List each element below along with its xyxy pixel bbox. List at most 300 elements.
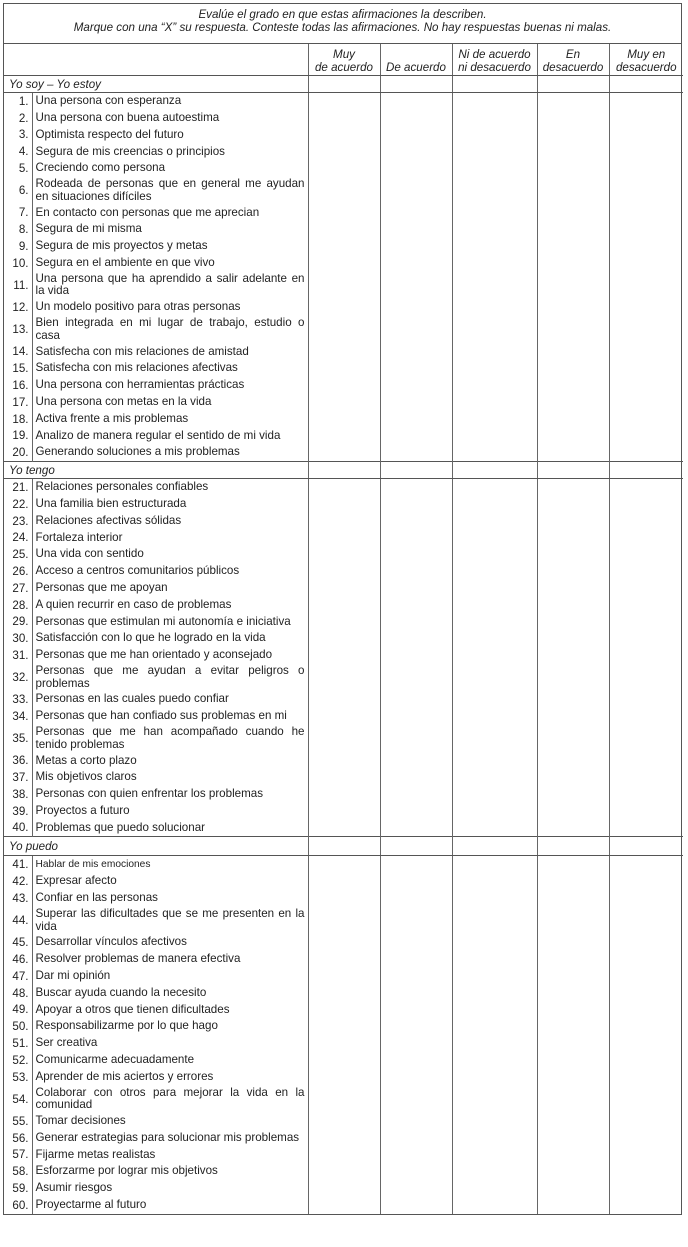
response-cell-ni-de-acuerdo[interactable]	[452, 873, 537, 890]
response-cell-muy-de-acuerdo[interactable]	[308, 907, 380, 935]
response-cell-en-desacuerdo[interactable]	[537, 856, 609, 873]
response-cell-ni-de-acuerdo[interactable]	[452, 890, 537, 907]
response-cell-en-desacuerdo[interactable]	[537, 934, 609, 951]
response-cell-ni-de-acuerdo[interactable]	[452, 725, 537, 753]
response-cell-muy-en-desacuerdo[interactable]	[609, 630, 683, 647]
response-cell-muy-en-desacuerdo[interactable]	[609, 725, 683, 753]
response-cell-ni-de-acuerdo[interactable]	[452, 316, 537, 344]
response-cell-muy-de-acuerdo[interactable]	[308, 221, 380, 238]
response-cell-muy-en-desacuerdo[interactable]	[609, 968, 683, 985]
response-cell-en-desacuerdo[interactable]	[537, 204, 609, 221]
response-cell-muy-de-acuerdo[interactable]	[308, 1018, 380, 1035]
response-cell-ni-de-acuerdo[interactable]	[452, 360, 537, 377]
response-cell-ni-de-acuerdo[interactable]	[452, 820, 537, 837]
response-cell-muy-en-desacuerdo[interactable]	[609, 752, 683, 769]
response-cell-de-acuerdo[interactable]	[380, 769, 452, 786]
response-cell-en-desacuerdo[interactable]	[537, 786, 609, 803]
response-cell-de-acuerdo[interactable]	[380, 786, 452, 803]
response-cell-de-acuerdo[interactable]	[380, 299, 452, 316]
response-cell-de-acuerdo[interactable]	[380, 752, 452, 769]
response-cell-de-acuerdo[interactable]	[380, 127, 452, 144]
response-cell-muy-en-desacuerdo[interactable]	[609, 546, 683, 563]
response-cell-de-acuerdo[interactable]	[380, 563, 452, 580]
response-cell-de-acuerdo[interactable]	[380, 664, 452, 692]
response-cell-de-acuerdo[interactable]	[380, 613, 452, 630]
response-cell-muy-en-desacuerdo[interactable]	[609, 1052, 683, 1069]
response-cell-en-desacuerdo[interactable]	[537, 93, 609, 110]
response-cell-de-acuerdo[interactable]	[380, 597, 452, 614]
response-cell-muy-de-acuerdo[interactable]	[308, 708, 380, 725]
response-cell-en-desacuerdo[interactable]	[537, 546, 609, 563]
response-cell-ni-de-acuerdo[interactable]	[452, 479, 537, 496]
response-cell-muy-de-acuerdo[interactable]	[308, 1113, 380, 1130]
response-cell-en-desacuerdo[interactable]	[537, 479, 609, 496]
response-cell-de-acuerdo[interactable]	[380, 1035, 452, 1052]
response-cell-muy-en-desacuerdo[interactable]	[609, 513, 683, 530]
response-cell-en-desacuerdo[interactable]	[537, 691, 609, 708]
response-cell-de-acuerdo[interactable]	[380, 985, 452, 1002]
response-cell-ni-de-acuerdo[interactable]	[452, 1018, 537, 1035]
response-cell-muy-de-acuerdo[interactable]	[308, 377, 380, 394]
response-cell-en-desacuerdo[interactable]	[537, 1052, 609, 1069]
response-cell-en-desacuerdo[interactable]	[537, 444, 609, 461]
response-cell-de-acuerdo[interactable]	[380, 873, 452, 890]
response-cell-muy-de-acuerdo[interactable]	[308, 1085, 380, 1113]
response-cell-de-acuerdo[interactable]	[380, 1001, 452, 1018]
response-cell-muy-de-acuerdo[interactable]	[308, 613, 380, 630]
response-cell-muy-de-acuerdo[interactable]	[308, 985, 380, 1002]
response-cell-en-desacuerdo[interactable]	[537, 110, 609, 127]
response-cell-en-desacuerdo[interactable]	[537, 1163, 609, 1180]
response-cell-muy-de-acuerdo[interactable]	[308, 951, 380, 968]
response-cell-muy-de-acuerdo[interactable]	[308, 479, 380, 496]
response-cell-en-desacuerdo[interactable]	[537, 968, 609, 985]
response-cell-muy-de-acuerdo[interactable]	[308, 1180, 380, 1197]
response-cell-muy-en-desacuerdo[interactable]	[609, 985, 683, 1002]
response-cell-en-desacuerdo[interactable]	[537, 907, 609, 935]
response-cell-en-desacuerdo[interactable]	[537, 1085, 609, 1113]
response-cell-ni-de-acuerdo[interactable]	[452, 272, 537, 300]
response-cell-de-acuerdo[interactable]	[380, 360, 452, 377]
response-cell-muy-en-desacuerdo[interactable]	[609, 143, 683, 160]
response-cell-de-acuerdo[interactable]	[380, 803, 452, 820]
response-cell-en-desacuerdo[interactable]	[537, 708, 609, 725]
response-cell-muy-de-acuerdo[interactable]	[308, 160, 380, 177]
response-cell-de-acuerdo[interactable]	[380, 907, 452, 935]
response-cell-en-desacuerdo[interactable]	[537, 1113, 609, 1130]
response-cell-de-acuerdo[interactable]	[380, 479, 452, 496]
response-cell-ni-de-acuerdo[interactable]	[452, 1180, 537, 1197]
response-cell-muy-en-desacuerdo[interactable]	[609, 444, 683, 461]
response-cell-muy-de-acuerdo[interactable]	[308, 563, 380, 580]
response-cell-ni-de-acuerdo[interactable]	[452, 110, 537, 127]
response-cell-muy-en-desacuerdo[interactable]	[609, 907, 683, 935]
response-cell-en-desacuerdo[interactable]	[537, 221, 609, 238]
response-cell-ni-de-acuerdo[interactable]	[452, 93, 537, 110]
response-cell-en-desacuerdo[interactable]	[537, 127, 609, 144]
response-cell-en-desacuerdo[interactable]	[537, 513, 609, 530]
response-cell-de-acuerdo[interactable]	[380, 856, 452, 873]
response-cell-muy-en-desacuerdo[interactable]	[609, 1035, 683, 1052]
response-cell-de-acuerdo[interactable]	[380, 890, 452, 907]
response-cell-muy-de-acuerdo[interactable]	[308, 411, 380, 428]
response-cell-muy-de-acuerdo[interactable]	[308, 204, 380, 221]
response-cell-ni-de-acuerdo[interactable]	[452, 1052, 537, 1069]
response-cell-de-acuerdo[interactable]	[380, 110, 452, 127]
response-cell-muy-de-acuerdo[interactable]	[308, 143, 380, 160]
response-cell-muy-en-desacuerdo[interactable]	[609, 479, 683, 496]
response-cell-en-desacuerdo[interactable]	[537, 299, 609, 316]
response-cell-muy-de-acuerdo[interactable]	[308, 803, 380, 820]
response-cell-de-acuerdo[interactable]	[380, 343, 452, 360]
response-cell-de-acuerdo[interactable]	[380, 272, 452, 300]
response-cell-de-acuerdo[interactable]	[380, 377, 452, 394]
response-cell-de-acuerdo[interactable]	[380, 725, 452, 753]
response-cell-muy-en-desacuerdo[interactable]	[609, 299, 683, 316]
response-cell-muy-de-acuerdo[interactable]	[308, 316, 380, 344]
response-cell-muy-en-desacuerdo[interactable]	[609, 204, 683, 221]
response-cell-muy-en-desacuerdo[interactable]	[609, 316, 683, 344]
response-cell-en-desacuerdo[interactable]	[537, 1130, 609, 1147]
response-cell-muy-en-desacuerdo[interactable]	[609, 664, 683, 692]
response-cell-de-acuerdo[interactable]	[380, 1113, 452, 1130]
response-cell-muy-en-desacuerdo[interactable]	[609, 221, 683, 238]
response-cell-muy-en-desacuerdo[interactable]	[609, 377, 683, 394]
response-cell-muy-de-acuerdo[interactable]	[308, 110, 380, 127]
response-cell-ni-de-acuerdo[interactable]	[452, 127, 537, 144]
response-cell-de-acuerdo[interactable]	[380, 630, 452, 647]
response-cell-muy-de-acuerdo[interactable]	[308, 496, 380, 513]
response-cell-muy-en-desacuerdo[interactable]	[609, 803, 683, 820]
response-cell-muy-de-acuerdo[interactable]	[308, 343, 380, 360]
response-cell-muy-de-acuerdo[interactable]	[308, 394, 380, 411]
response-cell-muy-de-acuerdo[interactable]	[308, 856, 380, 873]
response-cell-ni-de-acuerdo[interactable]	[452, 1069, 537, 1086]
response-cell-muy-de-acuerdo[interactable]	[308, 752, 380, 769]
response-cell-muy-de-acuerdo[interactable]	[308, 427, 380, 444]
response-cell-en-desacuerdo[interactable]	[537, 1069, 609, 1086]
response-cell-muy-de-acuerdo[interactable]	[308, 255, 380, 272]
response-cell-muy-en-desacuerdo[interactable]	[609, 1197, 683, 1214]
response-cell-de-acuerdo[interactable]	[380, 427, 452, 444]
response-cell-muy-de-acuerdo[interactable]	[308, 177, 380, 205]
response-cell-muy-en-desacuerdo[interactable]	[609, 580, 683, 597]
response-cell-en-desacuerdo[interactable]	[537, 1001, 609, 1018]
response-cell-en-desacuerdo[interactable]	[537, 272, 609, 300]
response-cell-en-desacuerdo[interactable]	[537, 529, 609, 546]
response-cell-muy-en-desacuerdo[interactable]	[609, 613, 683, 630]
response-cell-de-acuerdo[interactable]	[380, 1052, 452, 1069]
response-cell-ni-de-acuerdo[interactable]	[452, 394, 537, 411]
response-cell-de-acuerdo[interactable]	[380, 444, 452, 461]
response-cell-ni-de-acuerdo[interactable]	[452, 664, 537, 692]
response-cell-ni-de-acuerdo[interactable]	[452, 1035, 537, 1052]
response-cell-muy-de-acuerdo[interactable]	[308, 1001, 380, 1018]
response-cell-muy-en-desacuerdo[interactable]	[609, 890, 683, 907]
response-cell-muy-en-desacuerdo[interactable]	[609, 394, 683, 411]
response-cell-en-desacuerdo[interactable]	[537, 890, 609, 907]
response-cell-en-desacuerdo[interactable]	[537, 803, 609, 820]
response-cell-en-desacuerdo[interactable]	[537, 411, 609, 428]
response-cell-muy-en-desacuerdo[interactable]	[609, 597, 683, 614]
response-cell-ni-de-acuerdo[interactable]	[452, 951, 537, 968]
response-cell-de-acuerdo[interactable]	[380, 1163, 452, 1180]
response-cell-en-desacuerdo[interactable]	[537, 1180, 609, 1197]
response-cell-en-desacuerdo[interactable]	[537, 316, 609, 344]
response-cell-muy-de-acuerdo[interactable]	[308, 93, 380, 110]
response-cell-de-acuerdo[interactable]	[380, 968, 452, 985]
response-cell-en-desacuerdo[interactable]	[537, 427, 609, 444]
response-cell-muy-de-acuerdo[interactable]	[308, 968, 380, 985]
response-cell-en-desacuerdo[interactable]	[537, 951, 609, 968]
response-cell-en-desacuerdo[interactable]	[537, 143, 609, 160]
response-cell-ni-de-acuerdo[interactable]	[452, 377, 537, 394]
response-cell-ni-de-acuerdo[interactable]	[452, 221, 537, 238]
response-cell-muy-en-desacuerdo[interactable]	[609, 856, 683, 873]
response-cell-muy-en-desacuerdo[interactable]	[609, 160, 683, 177]
response-cell-de-acuerdo[interactable]	[380, 238, 452, 255]
response-cell-de-acuerdo[interactable]	[380, 411, 452, 428]
response-cell-ni-de-acuerdo[interactable]	[452, 496, 537, 513]
response-cell-muy-en-desacuerdo[interactable]	[609, 951, 683, 968]
response-cell-muy-de-acuerdo[interactable]	[308, 529, 380, 546]
response-cell-muy-de-acuerdo[interactable]	[308, 725, 380, 753]
response-cell-ni-de-acuerdo[interactable]	[452, 238, 537, 255]
response-cell-muy-de-acuerdo[interactable]	[308, 647, 380, 664]
response-cell-muy-en-desacuerdo[interactable]	[609, 110, 683, 127]
response-cell-de-acuerdo[interactable]	[380, 1085, 452, 1113]
response-cell-en-desacuerdo[interactable]	[537, 496, 609, 513]
response-cell-muy-de-acuerdo[interactable]	[308, 127, 380, 144]
response-cell-en-desacuerdo[interactable]	[537, 647, 609, 664]
response-cell-ni-de-acuerdo[interactable]	[452, 985, 537, 1002]
response-cell-ni-de-acuerdo[interactable]	[452, 563, 537, 580]
response-cell-en-desacuerdo[interactable]	[537, 985, 609, 1002]
response-cell-ni-de-acuerdo[interactable]	[452, 546, 537, 563]
response-cell-muy-de-acuerdo[interactable]	[308, 360, 380, 377]
response-cell-muy-de-acuerdo[interactable]	[308, 1069, 380, 1086]
response-cell-ni-de-acuerdo[interactable]	[452, 630, 537, 647]
response-cell-en-desacuerdo[interactable]	[537, 563, 609, 580]
response-cell-muy-en-desacuerdo[interactable]	[609, 177, 683, 205]
response-cell-en-desacuerdo[interactable]	[537, 177, 609, 205]
response-cell-de-acuerdo[interactable]	[380, 513, 452, 530]
response-cell-muy-en-desacuerdo[interactable]	[609, 1163, 683, 1180]
response-cell-muy-en-desacuerdo[interactable]	[609, 1113, 683, 1130]
response-cell-de-acuerdo[interactable]	[380, 204, 452, 221]
response-cell-muy-en-desacuerdo[interactable]	[609, 360, 683, 377]
response-cell-en-desacuerdo[interactable]	[537, 1018, 609, 1035]
response-cell-muy-de-acuerdo[interactable]	[308, 580, 380, 597]
response-cell-ni-de-acuerdo[interactable]	[452, 1163, 537, 1180]
response-cell-en-desacuerdo[interactable]	[537, 1197, 609, 1214]
response-cell-ni-de-acuerdo[interactable]	[452, 427, 537, 444]
response-cell-ni-de-acuerdo[interactable]	[452, 1147, 537, 1164]
response-cell-en-desacuerdo[interactable]	[537, 238, 609, 255]
response-cell-de-acuerdo[interactable]	[380, 316, 452, 344]
response-cell-de-acuerdo[interactable]	[380, 820, 452, 837]
response-cell-muy-de-acuerdo[interactable]	[308, 1052, 380, 1069]
response-cell-muy-en-desacuerdo[interactable]	[609, 343, 683, 360]
response-cell-de-acuerdo[interactable]	[380, 708, 452, 725]
response-cell-muy-de-acuerdo[interactable]	[308, 444, 380, 461]
response-cell-en-desacuerdo[interactable]	[537, 630, 609, 647]
response-cell-en-desacuerdo[interactable]	[537, 873, 609, 890]
response-cell-muy-de-acuerdo[interactable]	[308, 597, 380, 614]
response-cell-ni-de-acuerdo[interactable]	[452, 752, 537, 769]
response-cell-muy-en-desacuerdo[interactable]	[609, 786, 683, 803]
response-cell-en-desacuerdo[interactable]	[537, 255, 609, 272]
response-cell-de-acuerdo[interactable]	[380, 1130, 452, 1147]
response-cell-de-acuerdo[interactable]	[380, 1147, 452, 1164]
response-cell-ni-de-acuerdo[interactable]	[452, 1085, 537, 1113]
response-cell-en-desacuerdo[interactable]	[537, 160, 609, 177]
response-cell-en-desacuerdo[interactable]	[537, 377, 609, 394]
response-cell-de-acuerdo[interactable]	[380, 934, 452, 951]
response-cell-ni-de-acuerdo[interactable]	[452, 343, 537, 360]
response-cell-ni-de-acuerdo[interactable]	[452, 1197, 537, 1214]
response-cell-muy-de-acuerdo[interactable]	[308, 873, 380, 890]
response-cell-muy-de-acuerdo[interactable]	[308, 691, 380, 708]
response-cell-de-acuerdo[interactable]	[380, 394, 452, 411]
response-cell-ni-de-acuerdo[interactable]	[452, 968, 537, 985]
response-cell-de-acuerdo[interactable]	[380, 580, 452, 597]
response-cell-en-desacuerdo[interactable]	[537, 580, 609, 597]
response-cell-de-acuerdo[interactable]	[380, 647, 452, 664]
response-cell-en-desacuerdo[interactable]	[537, 725, 609, 753]
response-cell-muy-en-desacuerdo[interactable]	[609, 272, 683, 300]
response-cell-muy-de-acuerdo[interactable]	[308, 299, 380, 316]
response-cell-en-desacuerdo[interactable]	[537, 394, 609, 411]
response-cell-en-desacuerdo[interactable]	[537, 1147, 609, 1164]
response-cell-ni-de-acuerdo[interactable]	[452, 580, 537, 597]
response-cell-de-acuerdo[interactable]	[380, 177, 452, 205]
response-cell-ni-de-acuerdo[interactable]	[452, 769, 537, 786]
response-cell-ni-de-acuerdo[interactable]	[452, 856, 537, 873]
response-cell-muy-en-desacuerdo[interactable]	[609, 820, 683, 837]
response-cell-muy-de-acuerdo[interactable]	[308, 1197, 380, 1214]
response-cell-muy-de-acuerdo[interactable]	[308, 546, 380, 563]
response-cell-ni-de-acuerdo[interactable]	[452, 299, 537, 316]
response-cell-muy-de-acuerdo[interactable]	[308, 890, 380, 907]
response-cell-muy-de-acuerdo[interactable]	[308, 238, 380, 255]
response-cell-de-acuerdo[interactable]	[380, 143, 452, 160]
response-cell-muy-en-desacuerdo[interactable]	[609, 411, 683, 428]
response-cell-muy-en-desacuerdo[interactable]	[609, 1085, 683, 1113]
response-cell-muy-de-acuerdo[interactable]	[308, 513, 380, 530]
response-cell-en-desacuerdo[interactable]	[537, 769, 609, 786]
response-cell-muy-de-acuerdo[interactable]	[308, 786, 380, 803]
response-cell-ni-de-acuerdo[interactable]	[452, 786, 537, 803]
response-cell-de-acuerdo[interactable]	[380, 691, 452, 708]
response-cell-ni-de-acuerdo[interactable]	[452, 907, 537, 935]
response-cell-ni-de-acuerdo[interactable]	[452, 204, 537, 221]
response-cell-ni-de-acuerdo[interactable]	[452, 803, 537, 820]
response-cell-muy-en-desacuerdo[interactable]	[609, 529, 683, 546]
response-cell-ni-de-acuerdo[interactable]	[452, 1130, 537, 1147]
response-cell-ni-de-acuerdo[interactable]	[452, 444, 537, 461]
response-cell-ni-de-acuerdo[interactable]	[452, 529, 537, 546]
response-cell-muy-en-desacuerdo[interactable]	[609, 563, 683, 580]
response-cell-muy-en-desacuerdo[interactable]	[609, 255, 683, 272]
response-cell-de-acuerdo[interactable]	[380, 1180, 452, 1197]
response-cell-ni-de-acuerdo[interactable]	[452, 597, 537, 614]
response-cell-ni-de-acuerdo[interactable]	[452, 177, 537, 205]
response-cell-ni-de-acuerdo[interactable]	[452, 255, 537, 272]
response-cell-ni-de-acuerdo[interactable]	[452, 513, 537, 530]
response-cell-muy-en-desacuerdo[interactable]	[609, 427, 683, 444]
response-cell-muy-en-desacuerdo[interactable]	[609, 1180, 683, 1197]
response-cell-en-desacuerdo[interactable]	[537, 1035, 609, 1052]
response-cell-de-acuerdo[interactable]	[380, 160, 452, 177]
response-cell-muy-en-desacuerdo[interactable]	[609, 1069, 683, 1086]
response-cell-muy-en-desacuerdo[interactable]	[609, 1018, 683, 1035]
response-cell-muy-de-acuerdo[interactable]	[308, 272, 380, 300]
response-cell-muy-de-acuerdo[interactable]	[308, 1163, 380, 1180]
response-cell-muy-de-acuerdo[interactable]	[308, 820, 380, 837]
response-cell-muy-en-desacuerdo[interactable]	[609, 127, 683, 144]
response-cell-muy-en-desacuerdo[interactable]	[609, 708, 683, 725]
response-cell-ni-de-acuerdo[interactable]	[452, 1113, 537, 1130]
response-cell-ni-de-acuerdo[interactable]	[452, 613, 537, 630]
response-cell-muy-en-desacuerdo[interactable]	[609, 647, 683, 664]
response-cell-muy-en-desacuerdo[interactable]	[609, 1147, 683, 1164]
response-cell-de-acuerdo[interactable]	[380, 496, 452, 513]
response-cell-en-desacuerdo[interactable]	[537, 597, 609, 614]
response-cell-en-desacuerdo[interactable]	[537, 664, 609, 692]
response-cell-de-acuerdo[interactable]	[380, 529, 452, 546]
response-cell-ni-de-acuerdo[interactable]	[452, 647, 537, 664]
response-cell-de-acuerdo[interactable]	[380, 546, 452, 563]
response-cell-muy-de-acuerdo[interactable]	[308, 769, 380, 786]
response-cell-ni-de-acuerdo[interactable]	[452, 934, 537, 951]
response-cell-ni-de-acuerdo[interactable]	[452, 708, 537, 725]
response-cell-muy-en-desacuerdo[interactable]	[609, 93, 683, 110]
response-cell-muy-en-desacuerdo[interactable]	[609, 238, 683, 255]
response-cell-ni-de-acuerdo[interactable]	[452, 411, 537, 428]
response-cell-muy-en-desacuerdo[interactable]	[609, 1130, 683, 1147]
response-cell-en-desacuerdo[interactable]	[537, 343, 609, 360]
response-cell-muy-de-acuerdo[interactable]	[308, 630, 380, 647]
response-cell-de-acuerdo[interactable]	[380, 1069, 452, 1086]
response-cell-muy-en-desacuerdo[interactable]	[609, 1001, 683, 1018]
response-cell-ni-de-acuerdo[interactable]	[452, 143, 537, 160]
response-cell-en-desacuerdo[interactable]	[537, 820, 609, 837]
response-cell-de-acuerdo[interactable]	[380, 93, 452, 110]
response-cell-ni-de-acuerdo[interactable]	[452, 160, 537, 177]
response-cell-muy-de-acuerdo[interactable]	[308, 1130, 380, 1147]
response-cell-de-acuerdo[interactable]	[380, 1018, 452, 1035]
response-cell-de-acuerdo[interactable]	[380, 1197, 452, 1214]
response-cell-muy-de-acuerdo[interactable]	[308, 664, 380, 692]
response-cell-en-desacuerdo[interactable]	[537, 613, 609, 630]
response-cell-de-acuerdo[interactable]	[380, 951, 452, 968]
response-cell-muy-en-desacuerdo[interactable]	[609, 769, 683, 786]
response-cell-en-desacuerdo[interactable]	[537, 360, 609, 377]
response-cell-ni-de-acuerdo[interactable]	[452, 691, 537, 708]
response-cell-ni-de-acuerdo[interactable]	[452, 1001, 537, 1018]
response-cell-de-acuerdo[interactable]	[380, 221, 452, 238]
response-cell-en-desacuerdo[interactable]	[537, 752, 609, 769]
response-cell-de-acuerdo[interactable]	[380, 255, 452, 272]
response-cell-muy-en-desacuerdo[interactable]	[609, 691, 683, 708]
response-cell-muy-de-acuerdo[interactable]	[308, 1035, 380, 1052]
response-cell-muy-en-desacuerdo[interactable]	[609, 873, 683, 890]
response-cell-muy-en-desacuerdo[interactable]	[609, 934, 683, 951]
response-cell-muy-de-acuerdo[interactable]	[308, 934, 380, 951]
response-cell-muy-en-desacuerdo[interactable]	[609, 496, 683, 513]
response-cell-muy-de-acuerdo[interactable]	[308, 1147, 380, 1164]
